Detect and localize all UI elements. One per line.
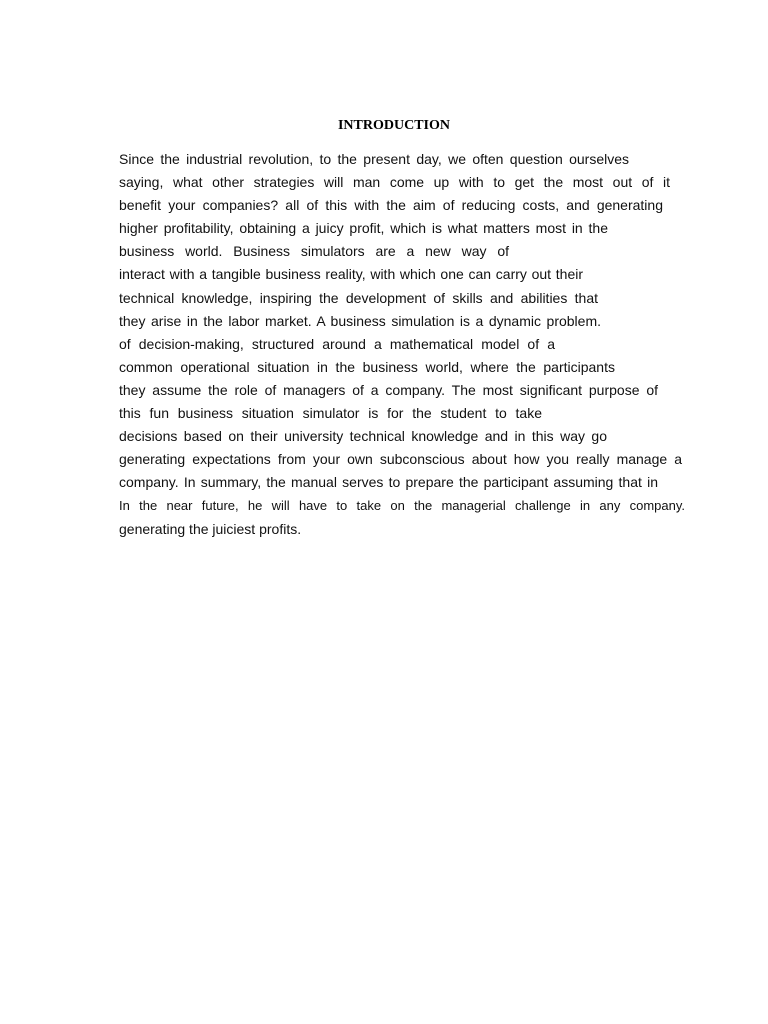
paragraph-line: company. In summary, the manual serves to prepare the participant assuming that in <box>119 474 658 491</box>
paragraph-line: they assume the role of managers of a company. The most significant purpose of <box>119 381 658 398</box>
paragraph-line: this fun business situation simulator is for the student to take <box>119 405 542 422</box>
paragraph-line: they arise in the labor market. A business simulation is a dynamic problem. <box>119 312 601 329</box>
paragraph-line: saying, what other strategies will man come up with to get the most out of it <box>119 174 670 191</box>
paragraph-line: generating expectations from your own subconscious about how you really manage a <box>119 451 682 468</box>
page-title: INTRODUCTION <box>337 118 450 133</box>
paragraph-line: interact with a tangible business reality, with which one can carry out their <box>119 266 583 283</box>
introduction-paragraph <box>119 148 685 541</box>
paragraph-line: common operational situation in the business world, where the participants <box>119 358 615 375</box>
paragraph-line: decisions based on their university technical knowledge and in this way go <box>119 428 607 445</box>
paragraph-line: business world. Business simulators are a new way of <box>119 243 509 260</box>
paragraph-line: technical knowledge, inspiring the development of skills and abilities that <box>119 289 598 306</box>
paragraph-line: of decision-making, structured around a mathematical model of a <box>119 335 555 352</box>
paragraph-line: Since the industrial revolution, to the present day, we often question ourselves <box>119 151 629 167</box>
paragraph-line: higher profitability, obtaining a juicy profit, which is what matters most in the <box>119 220 608 237</box>
paragraph-line: generating the juiciest profits. <box>119 520 302 537</box>
paragraph-line: benefit your companies? all of this with the aim of reducing costs, and generating <box>119 197 663 214</box>
paragraph-line: In the near future, he will have to take on the managerial challenge in any company. <box>119 498 685 514</box>
